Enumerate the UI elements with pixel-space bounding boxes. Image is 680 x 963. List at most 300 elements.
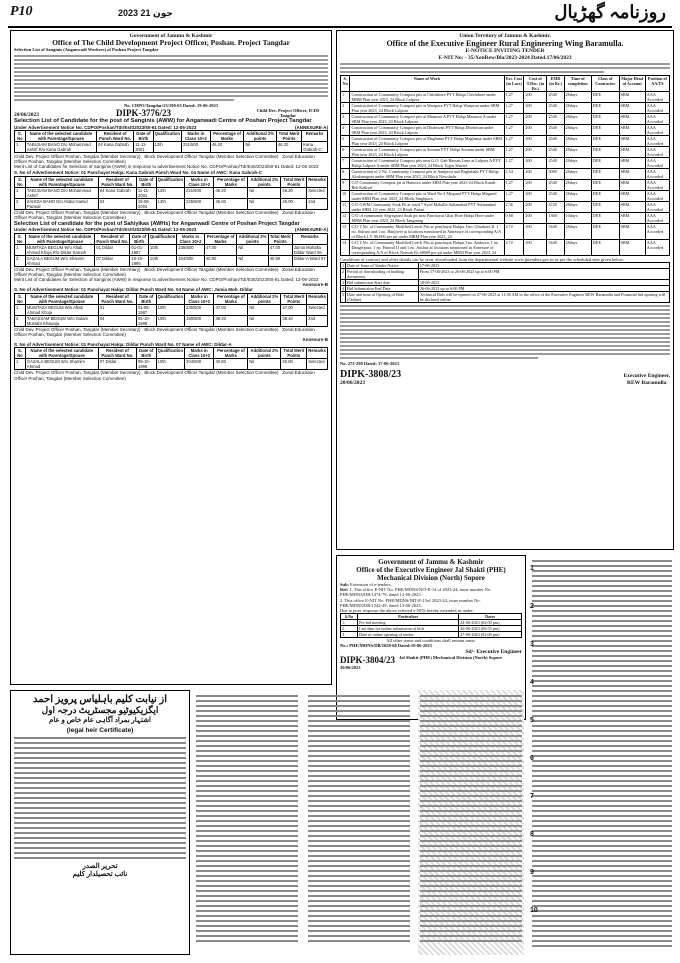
rew-works-cell: 200 [524, 240, 547, 256]
rew-works-cell: Construction of Community Compost pits at Waripora PYT Halqa Waripora under SBM Plan year 2023_24 Block Lalpora [350, 103, 504, 114]
rew-notice [336, 30, 674, 550]
cdpo-t2-cell: 2nd [307, 198, 328, 209]
rew-works-cell: SBM [619, 103, 645, 114]
cdpo-t5-header-6: Percentage of Marks [214, 348, 248, 359]
rew-works-table [340, 75, 670, 256]
cdpo-t4-header-6: Percentage of Marks [214, 293, 248, 304]
cdpo-t1-cell: 1 [15, 141, 26, 152]
cdpo-t5-cell: 1 [15, 359, 26, 370]
rew-works-cell: 28days [564, 125, 591, 136]
cdpo-t4-cell: 01 [98, 304, 136, 315]
cdpo-t4-header-8: Total Merit Points [281, 293, 307, 304]
cdpo-table-5 [14, 347, 328, 370]
phe-dates-cell: Last date for online submission of bids [358, 626, 459, 632]
rew-works-cell: AAA Accorded [645, 213, 669, 224]
rew-dates-cell: Period of downloading of bidding documents [346, 269, 419, 280]
issue-date: 2023 جون 21 [118, 8, 173, 18]
rew-works-cell: 5 [341, 136, 350, 147]
cdpo-t5-header-1: Name of the selected candidate with Parentage/Spouse [25, 348, 98, 359]
cdpo-t3-header-9: Remarks [292, 233, 327, 244]
cdpo-t3-header-7: Additional 2% points [238, 233, 267, 244]
urdu-notice-cert: (legal heir Certificate) [66, 727, 134, 734]
cdpo-t4-cell: 04 [98, 315, 136, 326]
urdu-legal-notice [10, 690, 190, 955]
cdpo-t2-header-4: Qualification [156, 176, 184, 187]
cdpo-t4-cell: 1 [15, 304, 26, 315]
cdpo-t2-cell: 04 Kana Gabrah [98, 187, 136, 198]
cdpo-t5-cell: Nil [248, 359, 281, 370]
phe-dates-cell: 26-06-2023 (06:55 pm) [459, 626, 522, 632]
cdpo-list2-notice: Under Advertisement Notice No. CDPO/Poshan/Tdr/Estt/2023/50-61 Dated: 12-05-2023 [14, 227, 197, 233]
cdpo-sigline-2: Child Dev. Project Officer Poshan, Tangdar (Member Secretary) Block Development Officer Tangdar (Member Selection Committee) Zonal Education Officer Poshan, Tangdar (Member Selection Committee) [14, 209, 315, 220]
phe-dates-table [340, 613, 522, 638]
rew-works-cell: DEE [591, 158, 619, 169]
cdpo-t2-cell: Nil [248, 198, 281, 209]
cdpo-t3-cell: Jamia Mohalla Dildar Ward 06 [292, 244, 327, 255]
rew-works-cell: AAA Accorded [645, 92, 669, 103]
rew-works-row [341, 202, 670, 213]
rew-works-cell: SBM [619, 213, 645, 224]
rew-works-cell: SBM [619, 169, 645, 180]
rew-works-cell: 200 [524, 169, 547, 180]
cdpo-t2-head: S. No of Advertisement Notice: 01 Panchayat Halqa: Kana Gabrah Panch Ward No. 04 Name of AWC: Kana Gabrah-C [14, 170, 263, 176]
rew-works-cell: 28days [564, 240, 591, 256]
phe-sub: Sub: Extension of e-tenders. [340, 582, 392, 587]
urdu-item-number: 2 [530, 603, 534, 610]
cdpo-t3-cell: 2 [15, 255, 26, 266]
rew-works-cell: 14 [341, 240, 350, 256]
cdpo-t4-head: S. No of Advertisement Notice: 01 Panchayat Halqa: Dildar Punch Ward No. 04 Name of AWC: Jamia Moh. Dildar [14, 287, 253, 293]
rew-works-cell: 2540 [547, 136, 564, 147]
cdpo-annex-a: (ANNEXURE-A) [295, 124, 328, 130]
cdpo-body-text [14, 55, 328, 101]
rew-works-cell: C/O Community Compost pit at Hanoora under SBM Plan year 2023-24 Block Kandi-Beh Kathyal [350, 180, 504, 191]
cdpo-t4-header-3: Date of Birth [136, 293, 156, 304]
cdpo-t4-cell: 38.40 [214, 315, 248, 326]
urdu-notice-sub: اشتہار بمراد آگاہی عام خاص و عام [49, 716, 151, 724]
rew-works-cell: 1.27 [504, 103, 524, 114]
cdpo-t3-header-2: Resident of Panch Ward No. [96, 233, 129, 244]
phe-ref: Ref: 1. This office E-NIT No. PHE/MDNS/NIT-E-14 of 2023-24, issue number No. PHE/MDNS/DB/1474-79, dated 12-06-2023. [340, 587, 492, 598]
cdpo-t1-header-9: Remarks [302, 130, 328, 141]
cdpo-t2-cell: Nil [248, 187, 281, 198]
cdpo-t1-header-2: Resident of Panch Ward No. [97, 130, 134, 141]
cdpo-t2-cell: TABUSAM BANO D/o Mohammad Ashrif [25, 187, 98, 198]
urdu-notice-head-2: ایگزیکیوٹیو مجسٹریٹ درجہ اول [41, 705, 159, 715]
rew-works-cell: Construction of Community Compost pits at Manzoor A PYT Halqa Manzoor A under SBM Plan year 2023_24 Block Lalpora [350, 114, 504, 125]
cdpo-t2-cell: 46.20 [281, 187, 307, 198]
rew-works-cell: 13 [341, 224, 350, 240]
rew-works-cell: 1.27 [504, 180, 524, 191]
rew-works-cell: 5080 [547, 169, 564, 180]
cdpo-t2-row [15, 187, 328, 198]
cdpo-t2-header-6: Percentage of Marks [214, 176, 248, 187]
rew-dates-intro: Conditions of contract and other details can be seen, downloaded from the departmental website www.jktenders.gov.in as per the scheduled date given below. [340, 257, 624, 263]
rew-works-cell: 200 [524, 158, 547, 169]
cdpo-t1-header-3: Date of Birth [134, 130, 153, 141]
rew-works-cell: SBM [619, 147, 645, 158]
rew-works-cell: SBM [619, 125, 645, 136]
rew-works-cell: Construction of Community Compost pits at Ward No 4 Mirgund PYT Halqa Mirgund under SBM Plan year 2023_24 Block Singhpora [350, 191, 504, 202]
right-urdu-text [532, 560, 672, 947]
rew-enit: E-NIT No: - 35/XenRew/Bla/2023-2024 Dated.17/06/2023 [438, 54, 572, 61]
rew-dates-cell: Bid Submission End Date [346, 286, 419, 292]
cdpo-t3-header-0: S. No [15, 233, 26, 244]
rew-works-cell: 8 [341, 169, 350, 180]
cdpo-merit-note-1: Merit List of Candidates for Selection of Sanginis (AWW) in response to advertisement Notice No. CDPO/Poshan/Tdr/Estt/2023/50-61 Dated: 12-05-2023 [14, 164, 319, 170]
cdpo-t3-cell: 47.00 [204, 244, 237, 255]
rew-dates-cell: Bid submission Start date [346, 280, 419, 286]
cdpo-t2-cell: 231/500 [185, 187, 214, 198]
cdpo-t2-cell: 45.00 [281, 198, 307, 209]
cdpo-t3-cell: Nil [237, 255, 268, 266]
rew-works-cell: 28days [564, 147, 591, 158]
cdpo-t2-header-8: Total Merit Points [281, 176, 307, 187]
rew-works-cell: 1 [341, 92, 350, 103]
rew-works-cell: 1.27 [504, 92, 524, 103]
cdpo-t2-header-9: Remarks [307, 176, 328, 187]
rew-works-row [341, 213, 670, 224]
cdpo-dipk: DIPK-3776/23 [116, 108, 172, 119]
cdpo-t3-row [15, 244, 328, 255]
cdpo-order-no: No. CDPO/Tangdar/23/190-63 Dated: 19-06-2023 [123, 102, 219, 108]
rew-works-cell: DEE [591, 147, 619, 158]
rew-works-header-4: EMD (in Rs.) [547, 76, 564, 92]
rew-works-row [341, 158, 670, 169]
cdpo-table-2 [14, 176, 328, 210]
cdpo-t4-row [15, 315, 328, 326]
cdpo-t1-cell: 46.20 [276, 141, 301, 152]
rew-dates-cell: 2 [341, 269, 346, 280]
cdpo-annex-b: Annexure-B [302, 282, 328, 288]
cdpo-sigline-1: Child Dev. Project Officer Poshan, Tangdar (Member Secretary) Block Development Officer Tangdar (Member Selection Committee) Zonal Education Officer Poshan, Tangdar (Member Selection Committee) [14, 153, 315, 165]
cdpo-t3-cell: 204/500 [177, 255, 205, 266]
rew-works-cell: DEE [591, 92, 619, 103]
cdpo-t2-cell: 04 [98, 198, 136, 209]
rew-works-cell: 28days [564, 169, 591, 180]
rew-works-cell: 2.54 [504, 169, 524, 180]
rew-works-cell: SBM [619, 180, 645, 191]
cdpo-table-4 [14, 293, 328, 327]
cdpo-t2-header-7: Additional 2% points [248, 176, 281, 187]
cdpo-t2-cell: 12th [156, 187, 184, 198]
rew-works-cell: 200 [524, 213, 547, 224]
urdu-notice-signature: نائب تحصیلدار کلیم [72, 870, 128, 878]
cdpo-t3-cell: 10th [148, 244, 176, 255]
urdu-item-number: 9 [530, 869, 534, 876]
cdpo-t4-cell: Nil [248, 315, 281, 326]
cdpo-t4-cell: Selected [307, 304, 328, 315]
rew-works-cell: 2540 [547, 180, 564, 191]
phe-dates-header-2: Dates [459, 614, 522, 620]
phe-dates-cell: 3. [341, 632, 358, 638]
cdpo-t2-header-5: Marks in Class 10+2 [185, 176, 214, 187]
phe-dates-cell: 24-06-2023 (02:00 pm) [459, 620, 522, 626]
cdpo-t5-cell: 10th [156, 359, 184, 370]
rew-works-row [341, 180, 670, 191]
phe-tail: All other terms and conditions shall remain same. [386, 638, 476, 644]
rew-dates-cell: 4 [342, 286, 345, 292]
urdu-item-number: 1 [530, 565, 534, 572]
rew-dates-cell: 17-06-2023 [418, 263, 669, 269]
cdpo-t4-cell: Nil [248, 304, 281, 315]
rew-works-cell: 1.27 [504, 158, 524, 169]
cdpo-t3-cell: 47.00 [268, 244, 292, 255]
cdpo-sigline-4: Child Dev. Project Officer Poshan, Tangdar (Member Secretary) Block Development Officer Tangdar (Member Selection Committee) Zonal Education Officer Poshan, Tangdar (Member Selection Committee) [14, 326, 315, 337]
cdpo-t2-cell: 1 [15, 187, 26, 198]
rew-works-cell: AAA Accorded [645, 125, 669, 136]
cdpo-t3-cell: 40.80 [204, 255, 237, 266]
phe-dates-header-0: S.No [341, 614, 358, 620]
cdpo-t2-row [15, 198, 328, 209]
rew-works-cell: 2.72 [504, 240, 524, 256]
rew-works-cell: 2.72 [504, 224, 524, 240]
cdpo-t4-header-9: Remarks [307, 293, 328, 304]
rew-works-cell: 12 [341, 213, 350, 224]
rew-works-cell: 1360 [547, 213, 564, 224]
phe-dates-cell: 1. [341, 620, 358, 626]
phe-office: Office of the Executive Engineer Jal Shakti (PHE) Mechanical Division (North) Sopore [356, 566, 506, 582]
rew-works-cell: 10 [341, 191, 350, 202]
rew-works-cell: 2540 [547, 92, 564, 103]
cdpo-t3-header-1: Name of the selected candidate with Parentage/Spouse [25, 233, 95, 244]
cdpo-t5-header-8: Total Merit Points [281, 348, 307, 359]
rew-works-cell: 2540 [547, 191, 564, 202]
rew-works-row [341, 125, 670, 136]
cdpo-t5-cell: 07 Dildar [98, 359, 136, 370]
rew-works-cell: SBM [619, 158, 645, 169]
cdpo-t3-cell: GAZALA BEGUM W/o Shamim Ahmad [25, 255, 95, 266]
rew-works-cell: 28days [564, 114, 591, 125]
cdpo-t4-cell: 235/500 [185, 304, 214, 315]
cdpo-t1-cell: 04 Kana Gabrah [97, 141, 134, 152]
cdpo-t1-cell: Nil [244, 141, 277, 152]
cdpo-signoff: Child Dev. Project Officer, ICDS Tangdar [256, 107, 320, 119]
cdpo-t4-cell: 190/500 [185, 315, 214, 326]
rew-works-cell: SBM [619, 92, 645, 103]
cdpo-t4-cell: TABASSAM BEGUM W/o Gulam Mustafa Khawaja [25, 315, 98, 326]
rew-works-cell: 2540 [547, 158, 564, 169]
rew-works-cell: AAA Accorded [645, 202, 669, 213]
rew-works-cell: DEE [591, 224, 619, 240]
cdpo-t4-cell: 10th [156, 304, 184, 315]
rew-works-cell: 200 [524, 180, 547, 191]
cdpo-t1-header-1: Name of the selected candidate with Parentage/Spouse [25, 130, 96, 141]
rew-works-cell: 200 [524, 224, 547, 240]
rew-works-cell: DEE [591, 103, 619, 114]
rew-works-cell: Construction of Community Compost pits at Chichibore PYT Halqa Chichibore under MBM Plan year 2023_24 Block Lalpora [350, 92, 504, 103]
cdpo-notice [10, 30, 332, 685]
cdpo-t3-header-8: Total Merit Points [269, 233, 291, 244]
cdpo-t4-row [15, 304, 328, 315]
rew-works-cell: AAA Accorded [645, 103, 669, 114]
rew-works-header-7: Major Head of Account [619, 76, 645, 92]
rew-sign-office: REW Baramulla [626, 379, 667, 386]
rew-works-cell: AAA Accorded [645, 191, 669, 202]
rew-works-cell: DEE [591, 114, 619, 125]
cdpo-t4-header-7: Additional 2% points [248, 293, 281, 304]
rew-dates-cell: 26-06-2023 up to 6:00 PM [418, 286, 669, 292]
rew-works-cell: C/O 4 No. of Community Modified Leech Pits at panchayat Halqas I no. Andoora, 1 no. Dangerpora, 1 no. Harwal II and 1 no. Anchar at locations mentioned in Annexure of corresponding A/A of Block Narwah Rs 68000 per pit under MBM Plan year 2023_24 [350, 240, 504, 256]
rew-works-cell: DEE [591, 169, 619, 180]
rew-works-cell: 3 [341, 114, 350, 125]
cdpo-t4-cell: 2nd [307, 315, 328, 326]
cdpo-t3-header-3: Date of Birth [130, 233, 149, 244]
rew-works-cell: DEE [591, 213, 619, 224]
rew-works-cell: 1.27 [504, 191, 524, 202]
cdpo-t3-cell: 01 Dildar [95, 244, 130, 255]
cdpo-t5-header-0: S. No [15, 348, 26, 359]
rew-works-cell: 200 [524, 191, 547, 202]
cdpo-sigline-3: Child Dev. Project Officer Poshan, Tangdar (Member Secretary) Block Development Officer Tangdar (Member Selection Committee) Zonal Education Officer Poshan, Tangdar (Member Selection Committee) [14, 266, 315, 277]
cdpo-t5-header-2: Resident of Panch Ward No. [98, 348, 136, 359]
cdpo-t1-cell: Kana Gabrah-C [302, 141, 328, 152]
rew-works-cell: SBM [619, 191, 645, 202]
rew-works-header-5: Time of completion [564, 76, 591, 92]
rew-works-row [341, 147, 670, 158]
rew-works-cell: 1.27 [504, 114, 524, 125]
rew-works-cell: Construction of Community Compost pits near G.O. Gah Hassan Lone at Lalpora A PYT Halqa Lalpora A under SBM Plan year 2023_24 Block Tujjar Sharief [350, 158, 504, 169]
urdu-article-col-1 [418, 690, 524, 955]
phe-sign: Sd/- Executive Engineer [465, 648, 522, 655]
cdpo-table-3 [14, 233, 328, 267]
rew-works-cell: C/O GWM Community Soak Pit at ward 7 Syed Mohalla Sultanabad PYT Sultanabad under SBM, GJ year 2022_23 Block Pattan [350, 202, 504, 213]
rew-dates-row [341, 269, 670, 280]
rew-works-row [341, 240, 670, 256]
rew-works-header-0: S. No [341, 76, 350, 92]
cdpo-t2-cell: 46.20 [214, 187, 248, 198]
phe-no: No.: PHE/MDNS/DB/1658-60 Dated:19-06-2023 [340, 643, 432, 649]
cdpo-merit-note-2: Merit List of Candidates for Selection of Sanginis (AWW) in response to advertisement Notice No. CDPO/Poshan/Tdr/Estt/2023/50-61 Dated: 12-05-2023 [14, 277, 319, 283]
rew-works-cell: Construction of Community Compost pits at Sonium PYT Halqa Sonium under SBM Plan year 2023_24 Block Lalpora [350, 147, 504, 158]
rew-works-cell: 6 [341, 147, 350, 158]
cdpo-t5-header-4: Qualification [156, 348, 184, 359]
cdpo-t2-cell: 2 [15, 198, 26, 209]
rew-works-cell: 1.27 [504, 136, 524, 147]
cdpo-t2-cell: Selected [307, 187, 328, 198]
cdpo-t3-cell: 1 [15, 244, 26, 255]
cdpo-t4-header-1: Name of the selected candidate with Parentage/Spouse [25, 293, 98, 304]
cdpo-dipk-date: 20/06/2023 [14, 111, 40, 118]
rew-works-cell: DEE [591, 191, 619, 202]
rew-works-cell: Construction of 2 No. Community Compost pits at Aanipora and Baghshahi PYT Halqa Aloshampora under SBM Plan year 2023_24 Block Nowshahr [350, 169, 504, 180]
rew-works-cell: DEE [591, 180, 619, 191]
cdpo-t4-header-2: Resident of Panch Ward No. [98, 293, 136, 304]
rew-works-cell: 2540 [547, 103, 564, 114]
rew-works-cell: DEE [591, 125, 619, 136]
cdpo-t2-cell: 45.00 [214, 198, 248, 209]
rew-works-cell: DEE [591, 240, 619, 256]
cdpo-t3-header-6: Percentage of Marks [204, 233, 237, 244]
cdpo-t5-cell: 40.80 [281, 359, 307, 370]
cdpo-t5-row [15, 359, 328, 370]
rew-works-row [341, 103, 670, 114]
cdpo-t4-cell: 10th [156, 315, 184, 326]
cdpo-t1-cell: 11-11-2001 [134, 141, 153, 152]
cdpo-t5-header-3: Date of Birth [136, 348, 156, 359]
rew-works-cell: DEE [591, 202, 619, 213]
phe-ref-2: 2. This office E-NIT No. PHE/MDNS/NIT-E-15of 2023-24, issue number No. PHE/MDNS/DB/1542-49, dated 13-06-2023. [340, 597, 481, 608]
rew-works-row [341, 92, 670, 103]
phe-dates-cell: Pre bid meeting [358, 620, 459, 626]
rew-works-cell: 2540 [547, 114, 564, 125]
rew-works-cell: 10days [564, 213, 591, 224]
phe-sign-office: Jal Shakti (PHE) Mechanical Division (North) Sopore [399, 655, 503, 661]
phe-dipk: DIPK-3804/23 [340, 655, 395, 666]
cdpo-t3-header-5: Marks in Class 10+2 [177, 233, 205, 244]
rew-dates-cell: 3 [342, 280, 345, 286]
rew-dates-cell: Date and time of Opening of Bids (Online) [346, 292, 419, 303]
rew-works-cell: 5440 [547, 240, 564, 256]
cdpo-t1-cell: TABUSAM BANO D/o Mohammad Ashrif R/o Kana Gabrah [25, 141, 96, 152]
cdpo-t5-cell: 204/500 [185, 359, 214, 370]
rew-footer: No. 273-298 Dated: 17-06-2023 [340, 361, 399, 367]
rew-works-cell: 2540 [547, 125, 564, 136]
urdu-notice-body [14, 737, 186, 859]
cdpo-t2-header-0: S. No [15, 176, 26, 187]
rew-works-cell: AAA Accorded [645, 240, 669, 256]
rew-works-cell: 2 [341, 103, 350, 114]
rew-works-row [341, 224, 670, 240]
cdpo-t3-cell: 10th [148, 255, 176, 266]
rew-works-cell: 28days [564, 191, 591, 202]
rew-works-cell: 28days [564, 103, 591, 114]
rew-works-header-2: Est. Cost (in Lacs) [504, 76, 524, 92]
cdpo-office: Office of The Child Development Project Officer, Poshan. Project Tangdar [52, 38, 290, 48]
rew-works-cell: 0.68 [504, 213, 524, 224]
rew-works-cell: AAA Accorded [645, 169, 669, 180]
cdpo-t1-header-8: Total Merit Points [276, 130, 301, 141]
page-number: P10 [10, 4, 33, 19]
cdpo-t4-header-0: S. No [15, 293, 26, 304]
cdpo-t4-cell: 47.00 [281, 304, 307, 315]
rew-works-cell: 200 [524, 125, 547, 136]
rew-office: Office of the Executive Engineer Rural Engineering Wing Baramulla. [386, 39, 624, 49]
rew-works-cell: 4720 [547, 202, 564, 213]
rew-dates-cell: 1 [342, 263, 345, 269]
cdpo-annex-a-2: (ANNEXURE-A) [295, 227, 328, 233]
urdu-notice-head-1: از نیابت کلیم باہلیاس پرویز احمد [33, 694, 167, 705]
cdpo-t4-cell: MUMTAZA BEGUM W/o Aftab Ahmad Khoja [25, 304, 98, 315]
rew-works-cell: 5440 [547, 224, 564, 240]
phe-dates-cell: Date of online opening of tender [358, 632, 459, 638]
rew-works-cell: 4 [341, 125, 350, 136]
cdpo-t4-cell: 2 [15, 315, 26, 326]
phe-due: Due to poor response the above referred e-NITs hereby extended as under: [340, 608, 475, 614]
rew-works-cell: AAA Accorded [645, 180, 669, 191]
rew-terms-text [340, 305, 670, 359]
newspaper-name: روزنامہ گھڑیال [554, 2, 666, 22]
rew-works-cell: 28days [564, 224, 591, 240]
cdpo-t3-cell: 40.80 [268, 255, 292, 266]
cdpo-t5-header-5: Marks in Class 10+2 [185, 348, 214, 359]
rew-works-cell: AAA Accorded [645, 114, 669, 125]
rew-works-cell: 200 [524, 202, 547, 213]
cdpo-t5-header-7: Additional 2% points [248, 348, 281, 359]
rew-dates-cell: 18-06-2023 [418, 280, 669, 286]
rew-works-cell: AAA Accorded [645, 136, 669, 147]
cdpo-t5-head: S. No of Advertisement Notice: 01 Panchayat Halqa: Dildar Punch Ward No. 07 Name of AWC: Dildar-A [14, 342, 232, 348]
rew-works-cell: 200 [524, 92, 547, 103]
masthead-rule [8, 26, 672, 28]
cdpo-t3-cell: Dildar-A Ward 07 [292, 255, 327, 266]
cdpo-t2-cell: 12th [156, 198, 184, 209]
rew-works-cell: DEE [591, 136, 619, 147]
cdpo-t1-header-0: S. No [15, 130, 26, 141]
cdpo-t5-cell: 40.80 [214, 359, 248, 370]
cdpo-t2-header-3: Date of Birth [136, 176, 156, 187]
cdpo-t1-header-5: Marks in Class 10+2 [181, 130, 210, 141]
